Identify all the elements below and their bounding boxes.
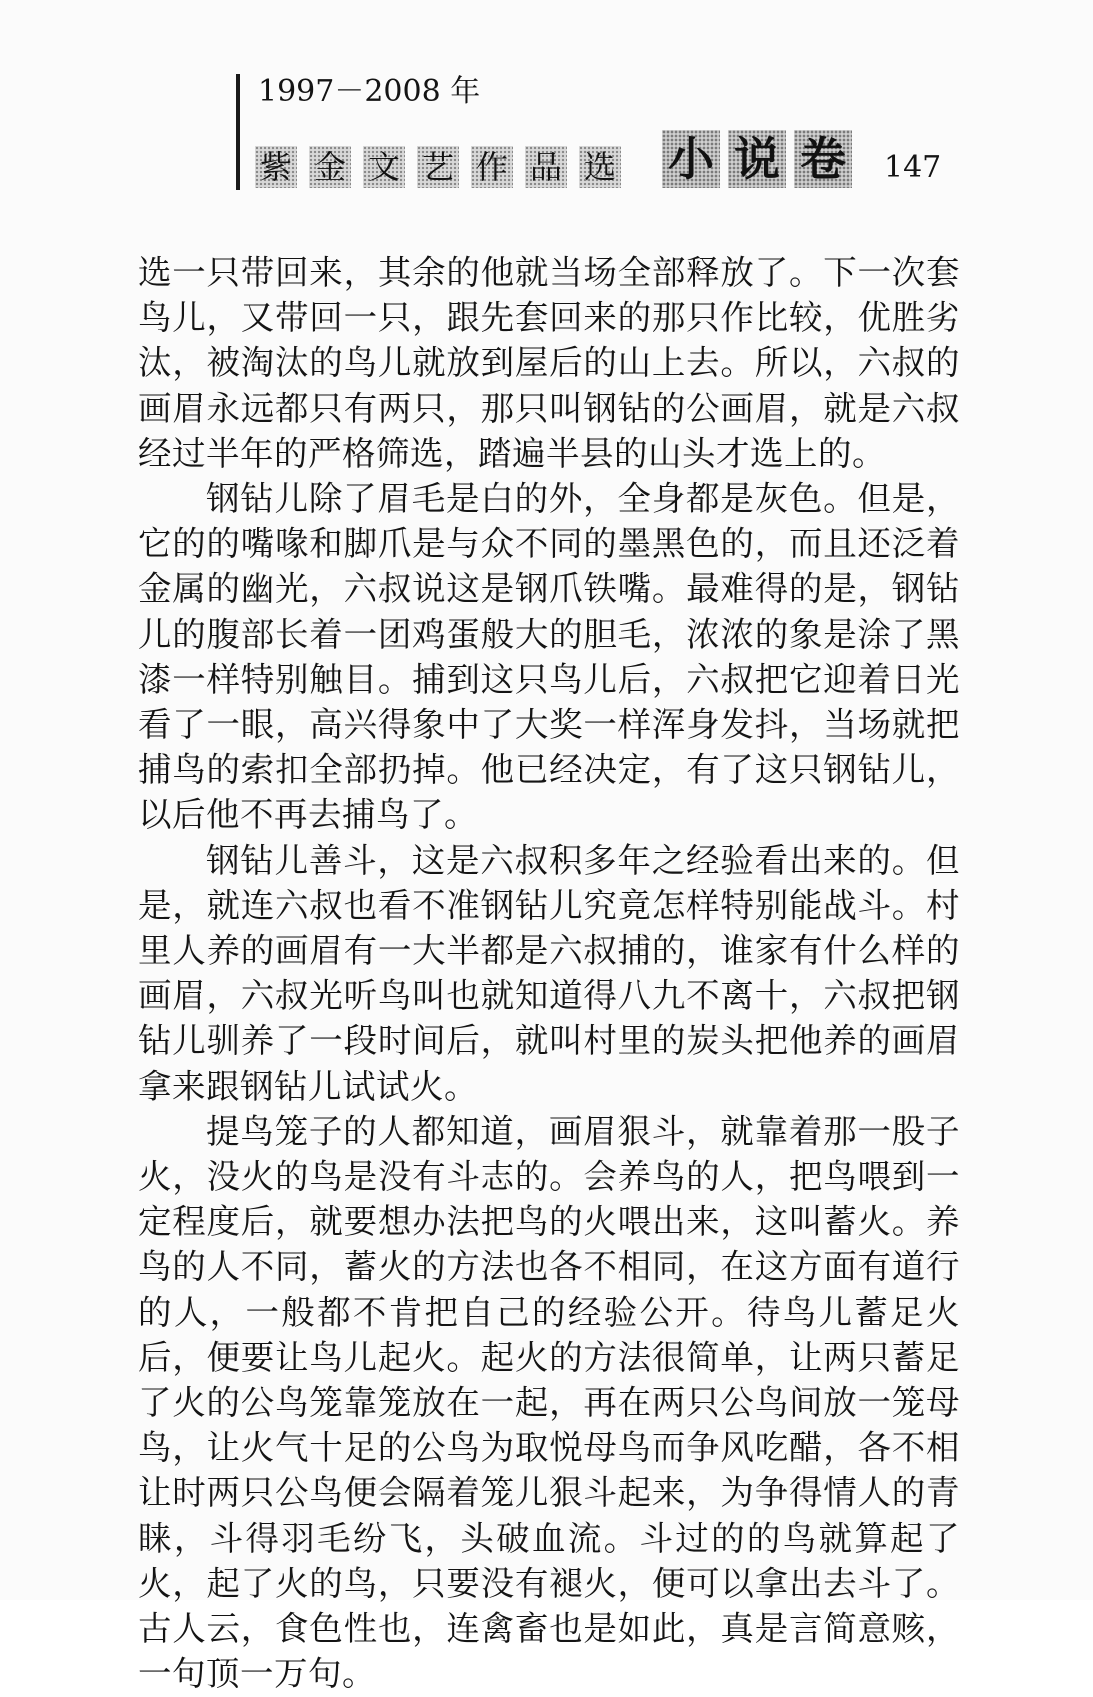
series-title-char: 选: [579, 146, 621, 188]
series-title-char: 紫: [255, 146, 297, 188]
paragraph: 钢钻儿除了眉毛是白的外，全身都是灰色。但是，它的的嘴喙和脚爪是与众不同的墨黑色的，而且还泛着金属的幽光，六叔说这是钢爪铁嘴。最难得的是，钢钻儿的腹部长着一团鸡蛋般大的胆毛，浓浓的象是涂了黑漆一样特别触目。捕到这只鸟儿后，六叔把它迎着日光看了一眼，高兴得象中了大奖一样浑身发抖，当场就把捕鸟的索扣全部扔掉。他已经决定，有了这只钢钻儿，以后他不再去捕鸟了。: [138, 479, 960, 835]
volume-title-char: 卷: [794, 130, 852, 188]
paragraph: 提鸟笼子的人都知道，画眉狠斗，就靠着那一股子火，没火的鸟是没有斗志的。会养鸟的人，把鸟喂到一定程度后，就要想办法把鸟的火喂出来，这叫蓄火。养鸟的人不同，蓄火的方法也各不相同，在这方面有道行的人，一般都不肯把自己的经验公开。待鸟儿蓄足火后，便要让鸟儿起火。起火的方法很简单，让两只蓄足了火的公鸟笼靠笼放在一起，再在两只公鸟间放一笼母鸟，让火气十足的公鸟为取悦母鸟而争风吃醋，各不相让时两只公鸟便会隔着笼儿狠斗起来，为争得情人的青睐，斗得羽毛纷飞，头破血流。斗过的的鸟就算起了火，起了火的鸟，只要没有褪火，便可以拿出去斗了。古人云，食色性也，连禽畜也是如此，真是言简意赅，一句顶一万句。: [138, 1111, 960, 1694]
series-title-char: 作: [471, 146, 513, 188]
series-title-char: 品: [525, 146, 567, 188]
header-rule: [236, 74, 240, 190]
series-title: [255, 132, 633, 188]
volume-title-char: 小: [662, 130, 720, 188]
paragraph: 钢钻儿善斗，这是六叔积多年之经验看出来的。但是，就连六叔也看不准钢钻儿究竟怎样特别能战斗。村里人养的画眉有一大半都是六叔捕的，谁家有什么样的画眉，六叔光听鸟叫也就知道得八九不离十，六叔把钢钻儿驯养了一段时间后，就叫村里的炭头把他养的画眉拿来跟钢钻儿试试火。: [138, 840, 960, 1106]
series-title-char: 艺: [417, 146, 459, 188]
paragraph: 选一只带回来，其余的他就当场全部释放了。下一次套鸟儿，又带回一只，跟先套回来的那只作比较，优胜劣汰，被淘汰的鸟儿就放到屋后的山上去。所以，六叔的画眉永远都只有两只，那只叫钢钻的公画眉，就是六叔经过半年的严格筛选，踏遍半县的山头才选上的。: [138, 253, 960, 473]
body-text: [138, 250, 960, 1697]
series-title-char: 文: [363, 146, 405, 188]
volume-title: [662, 126, 860, 188]
volume-title-char: 说: [728, 130, 786, 188]
series-title-char: 金: [309, 146, 351, 188]
header-years: 1997－2008 年: [258, 74, 481, 109]
page-number: 147: [884, 150, 942, 185]
